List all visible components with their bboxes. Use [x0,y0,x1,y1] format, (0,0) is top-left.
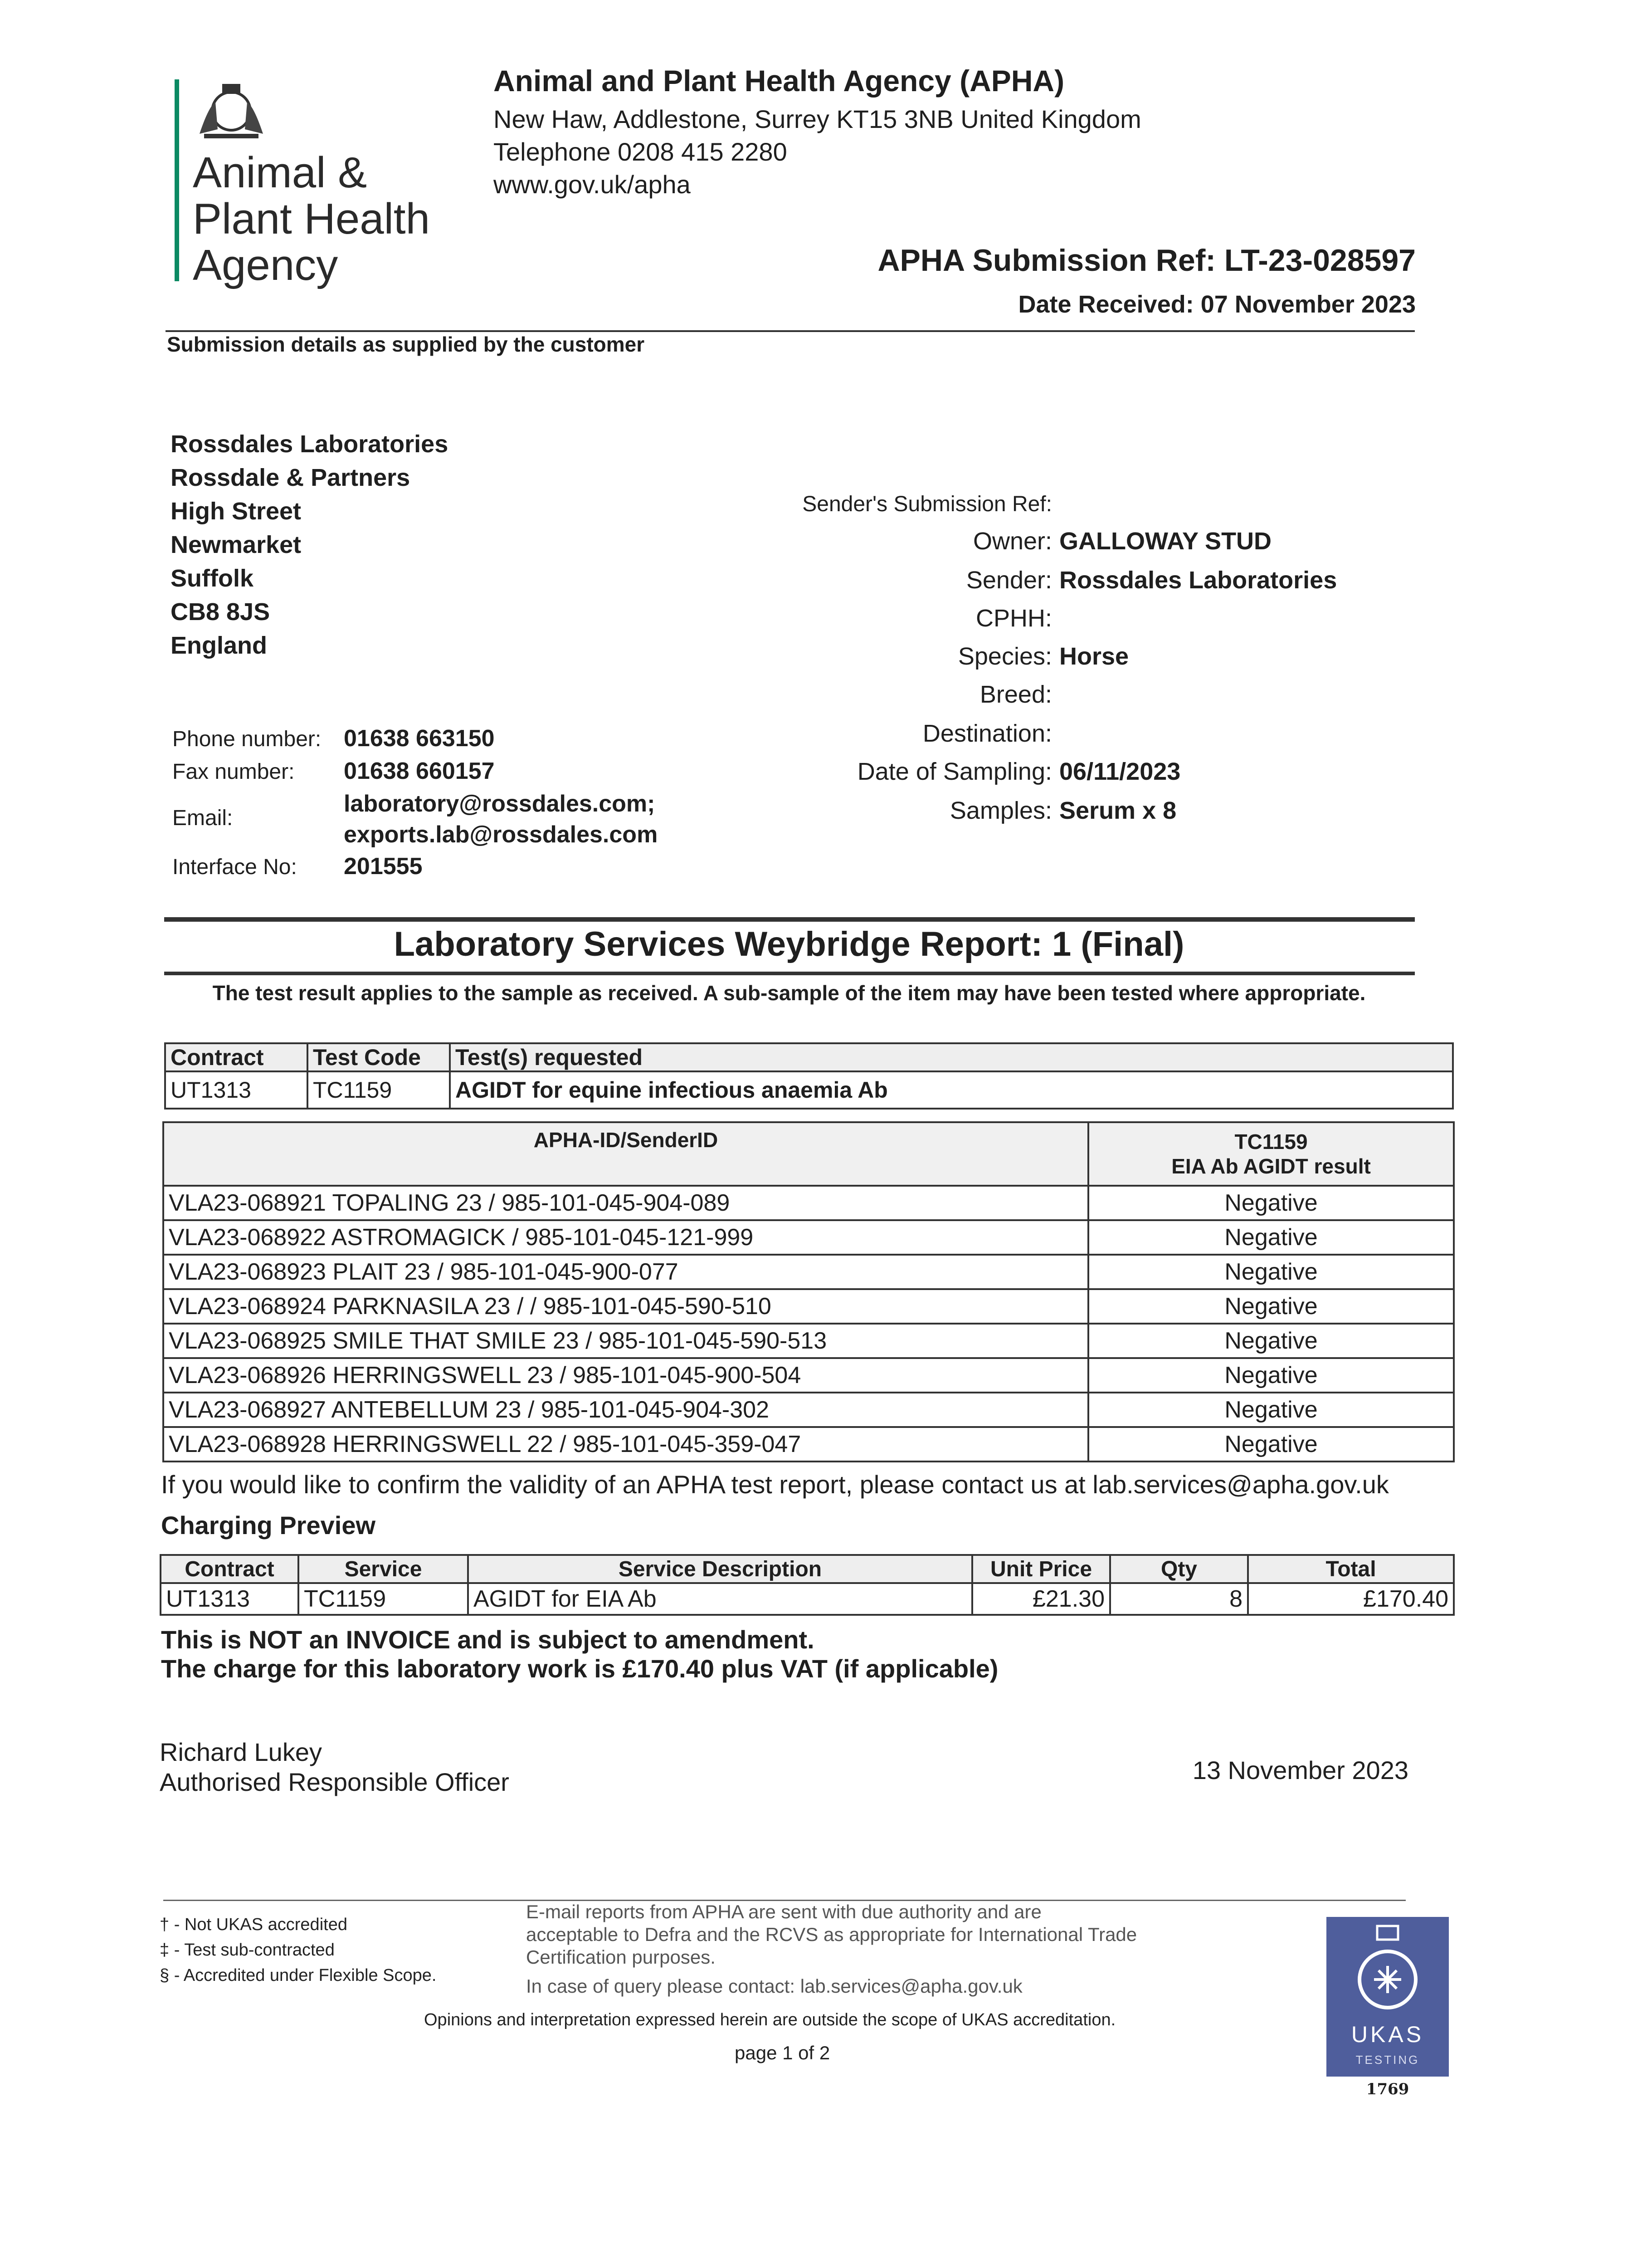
detail-label: Samples: [950,797,1052,824]
unit-price-cell: £21.30 [972,1583,1110,1615]
test-code-cell: TC1159 [307,1071,450,1109]
logo-line: Animal & [193,148,367,197]
test-requested-cell: AGIDT for equine infectious anaemia Ab [450,1071,1453,1109]
result-cell: Negative [1088,1220,1454,1255]
column-header: Test Code [307,1043,450,1071]
detail-label: Species: [958,643,1052,670]
qty-cell: 8 [1110,1583,1248,1615]
column-header: Contract [161,1555,298,1583]
agency-name: Animal and Plant Health Agency (APHA) [493,64,1065,98]
validity-note: If you would like to confirm the validity of an APHA test report, please contact us at lab.services@apha.gov.uk [161,1470,1389,1499]
address-line: England [171,632,267,659]
not-invoice-note: This is NOT an INVOICE and is subject to amendment. [161,1625,814,1654]
phone-label: Phone number: [172,727,322,751]
email-label: Email: [172,806,233,830]
email-note: Certification purposes. [526,1946,716,1968]
opinions-note: Opinions and interpretation expressed herein are outside the scope of UKAS accreditation. [424,2010,1116,2029]
date-received: Date Received: 07 November 2023 [1018,291,1416,318]
table-row [161,1583,1454,1615]
address-line: CB8 8JS [171,598,270,626]
signer-name: Richard Lukey [160,1738,322,1766]
sample-id-cell: VLA23-068923 PLAIT 23 / 985-101-045-900-077 [163,1255,1088,1289]
contract-cell: UT1313 [165,1071,307,1109]
samples-value: Serum x 8 [1059,797,1177,824]
sample-id-cell: VLA23-068924 PARKNASILA 23 / / 985-101-045-590-510 [163,1289,1088,1324]
total-cell: £170.40 [1248,1583,1454,1615]
ukas-number: 1769 [1366,2080,1409,2098]
table-row [163,1393,1454,1427]
logo-line: Plant Health [193,195,430,243]
ukas-badge [1326,1917,1449,2077]
contract-cell: UT1313 [161,1583,298,1615]
footer-legend-item: ‡ - Test sub-contracted [160,1941,335,1960]
fax-number: 01638 660157 [344,758,495,784]
ukas-label: UKAS [1351,2022,1424,2047]
table-row [163,1324,1454,1358]
sender-value: Rossdales Laboratories [1059,567,1337,594]
detail-label: Date of Sampling: [857,758,1052,785]
sample-id-cell: VLA23-068926 HERRINGSWELL 23 / 985-101-045-900-504 [163,1358,1088,1393]
email-address[interactable]: laboratory@rossdales.com; [344,791,655,817]
result-header-code: TC1159 [1234,1130,1308,1154]
table-row [163,1186,1454,1220]
address-line: High Street [171,498,302,525]
charge-line: The charge for this laboratory work is £170.40 plus VAT (if applicable) [161,1654,999,1683]
column-header: Contract [165,1043,307,1071]
report-top-rule [164,917,1415,922]
column-header: Test(s) requested [450,1043,1453,1071]
footer-legend-item: § - Accredited under Flexible Scope. [160,1966,437,1985]
column-header: Service Description [468,1555,972,1583]
royal-crest-icon [190,75,272,145]
address-line: Newmarket [171,531,302,558]
sampling-date-value: 06/11/2023 [1059,758,1181,785]
result-cell: Negative [1088,1186,1454,1220]
signer-title: Authorised Responsible Officer [160,1768,509,1796]
agency-address: New Haw, Addlestone, Surrey KT15 3NB United Kingdom [493,105,1141,133]
detail-label: Owner: [973,528,1052,555]
table-row [165,1071,1453,1109]
detail-label: Destination: [922,720,1052,747]
species-value: Horse [1059,643,1129,670]
phone-number: 01638 663150 [344,725,495,752]
service-cell: TC1159 [298,1583,468,1615]
results-table [162,1121,1455,1462]
address-line: Rossdale & Partners [171,464,410,491]
agency-logo-text [193,150,430,288]
report-bottom-rule [164,972,1415,975]
column-header: Total [1248,1555,1454,1583]
footer-legend-item: † - Not UKAS accredited [160,1915,347,1934]
interface-number: 201555 [344,853,423,880]
result-header-name: EIA Ab AGIDT result [1171,1154,1371,1178]
result-cell: Negative [1088,1255,1454,1289]
sample-id-cell: VLA23-068928 HERRINGSWELL 22 / 985-101-045-359-047 [163,1427,1088,1461]
table-row [163,1358,1454,1393]
charging-table [160,1554,1455,1616]
result-cell: Negative [1088,1324,1454,1358]
submission-ref: APHA Submission Ref: LT-23-028597 [877,243,1416,278]
report-title: Laboratory Services Weybridge Report: 1 (Final) [394,925,1184,963]
tests-requested-table [164,1042,1454,1110]
table-row [163,1427,1454,1461]
email-note: E-mail reports from APHA are sent with due authority and are [526,1901,1042,1922]
ukas-sub: TESTING [1355,2053,1420,2067]
owner-value: GALLOWAY STUD [1059,528,1272,555]
page-number: page 1 of 2 [735,2042,830,2063]
result-cell: Negative [1088,1393,1454,1427]
result-cell: Negative [1088,1358,1454,1393]
table-row [163,1220,1454,1255]
sample-id-cell: VLA23-068927 ANTEBELLUM 23 / 985-101-045-904-302 [163,1393,1088,1427]
result-cell: Negative [1088,1289,1454,1324]
query-note: In case of query please contact: lab.services@apha.gov.uk [526,1975,1023,1997]
sample-id-cell: VLA23-068922 ASTROMAGICK / 985-101-045-121-999 [163,1220,1088,1255]
address-line: Suffolk [171,565,253,592]
id-header-text: APHA-ID/SenderID [533,1128,718,1152]
interface-label: Interface No: [172,855,297,879]
column-header: Service [298,1555,468,1583]
report-note: The test result applies to the sample as received. A sub-sample of the item may have been tested where appropriate. [212,981,1366,1005]
result-cell: Negative [1088,1427,1454,1461]
sample-id-cell: VLA23-068921 TOPALING 23 / 985-101-045-904-089 [163,1186,1088,1220]
agency-website[interactable]: www.gov.uk/apha [493,170,691,199]
email-note: acceptable to Defra and the RCVS as appropriate for International Trade [526,1924,1137,1945]
signature-date: 13 November 2023 [1192,1756,1408,1784]
detail-label: CPHH: [975,605,1052,632]
detail-label: Breed: [979,681,1052,708]
sample-id-cell: VLA23-068925 SMILE THAT SMILE 23 / 985-101-045-590-513 [163,1324,1088,1358]
table-row [163,1289,1454,1324]
detail-label: Sender's Submission Ref: [802,492,1052,516]
detail-label: Sender: [966,567,1052,594]
email-address[interactable]: exports.lab@rossdales.com [344,821,658,848]
logo-accent-bar [175,79,179,281]
charging-heading: Charging Preview [161,1511,376,1540]
result-column-header [1088,1122,1454,1186]
agency-telephone: Telephone 0208 415 2280 [493,137,787,166]
column-header: Qty [1110,1555,1248,1583]
address-line: Rossdales Laboratories [171,430,448,458]
fax-label: Fax number: [172,760,295,784]
table-row [163,1255,1454,1289]
submission-heading: Submission details as supplied by the customer [167,332,645,356]
logo-line: Agency [193,241,338,289]
id-column-header [163,1122,1088,1186]
service-description-cell: AGIDT for EIA Ab [468,1583,972,1615]
column-header: Unit Price [972,1555,1110,1583]
